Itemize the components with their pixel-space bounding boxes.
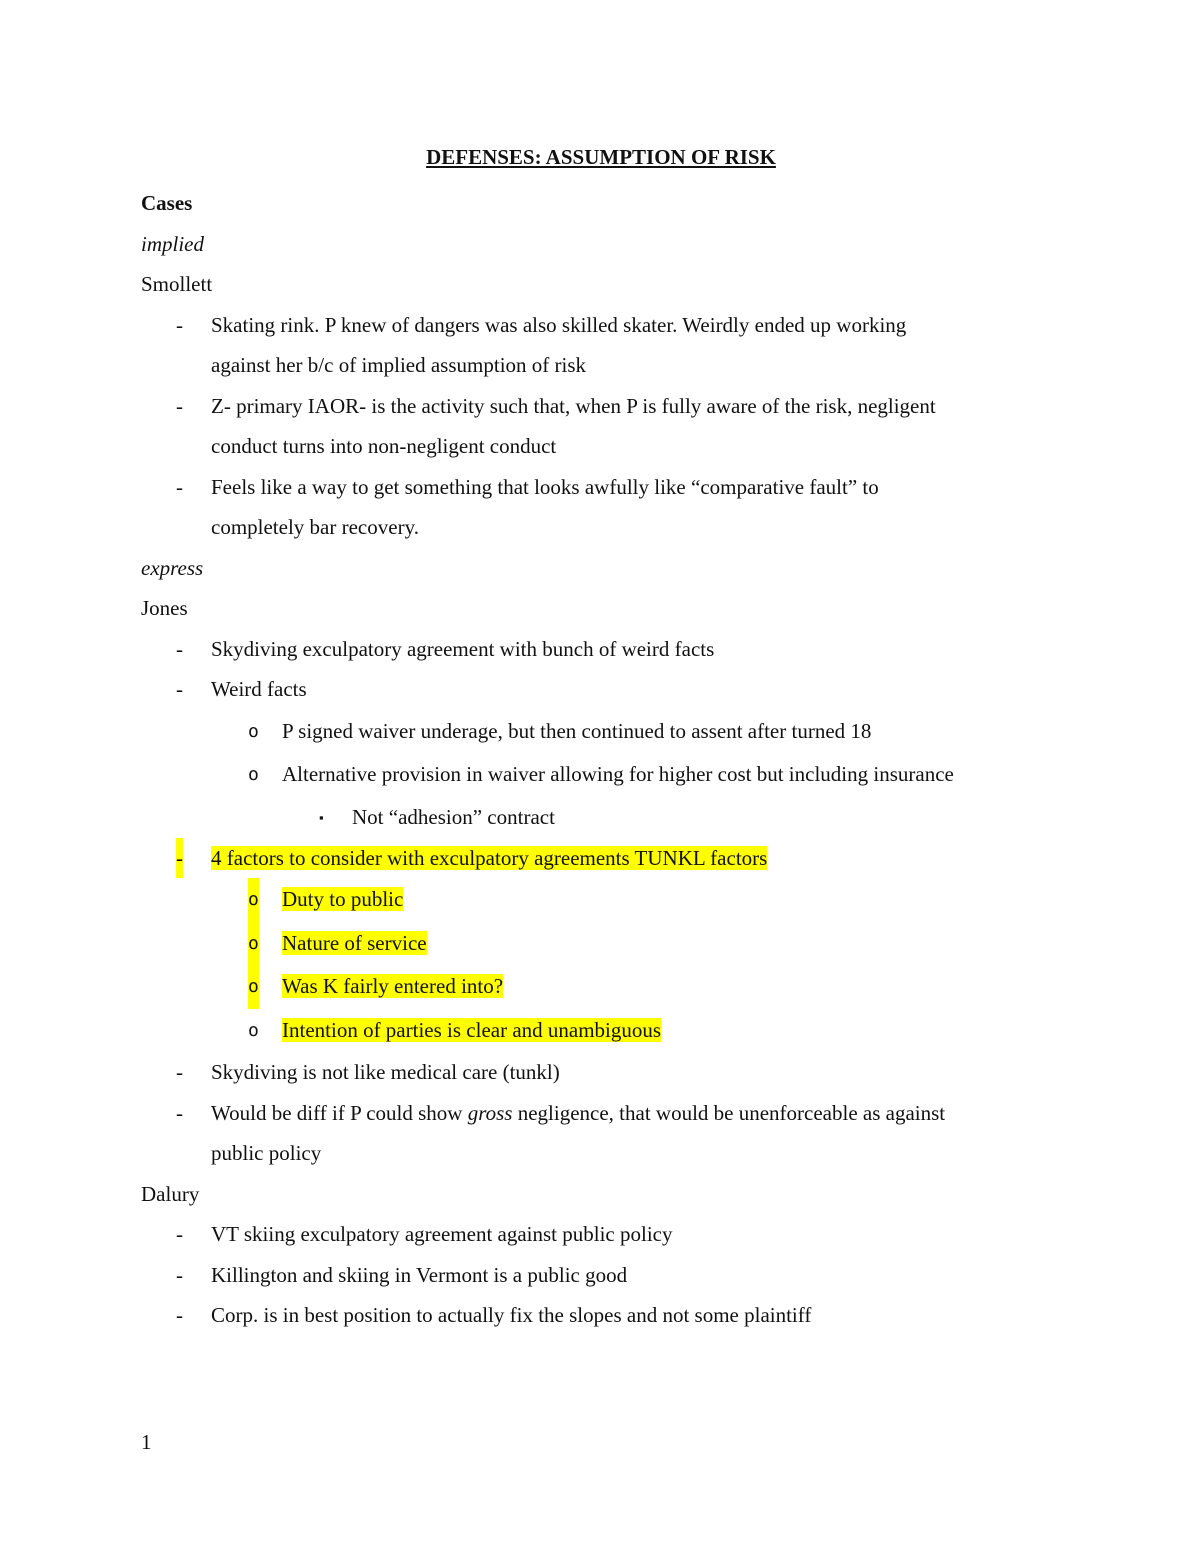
circle-marker: o (248, 965, 259, 1009)
text-run: negligence, that would be unenforceable as against (512, 1100, 946, 1125)
circle-marker: o (248, 1019, 259, 1041)
bullet-text: Killington and skiing in Vermont is a public good (211, 1262, 628, 1287)
sub-bullet-text: Alternative provision in waiver allowing for higher cost but including insurance (282, 762, 954, 786)
list-item (141, 1093, 1061, 1174)
highlighted-text: 4 factors to consider with exculpatory agreements TUNKL factors (211, 845, 768, 870)
case-name-jones: Jones (141, 596, 188, 620)
dash-marker: - (176, 474, 183, 499)
bullet-text: Weird facts (211, 677, 307, 701)
emphasis-text: gross (467, 1100, 513, 1125)
sub-list-item-highlighted (141, 965, 1061, 1009)
list-item (141, 386, 1061, 467)
section-heading: Cases (141, 191, 193, 215)
document-title: DEFENSES: ASSUMPTION OF RISK (426, 145, 776, 169)
dash-marker: - (176, 838, 183, 879)
list-item (141, 1214, 1061, 1255)
highlighted-text: Intention of parties is clear and unambiguous (282, 1017, 662, 1042)
bullet-text: Z- primary IAOR- is the activity such that, when P is fully aware of the risk, negligent (211, 393, 936, 418)
dash-marker: - (176, 1262, 183, 1287)
page-number: 1 (141, 1430, 152, 1454)
sub-sub-bullet-text: Not “adhesion” contract (352, 804, 555, 829)
dash-marker: - (176, 1222, 183, 1246)
bullet-text: Skating rink. P knew of dangers was also skilled skater. Weirdly ended up working (211, 312, 907, 337)
list-item (141, 1295, 1061, 1336)
list-item (141, 305, 1061, 386)
subheading-implied: implied (141, 231, 204, 256)
circle-marker: o (248, 764, 259, 785)
highlighted-text: Was K fairly entered into? (282, 974, 504, 998)
sub-list-item (141, 753, 1061, 797)
sub-list-item-highlighted (141, 1009, 1061, 1053)
bullet-text: Skydiving exculpatory agreement with bunch of weird facts (211, 636, 715, 661)
square-bullet-icon: ▪ (319, 809, 324, 825)
dash-marker: - (176, 393, 183, 418)
list-item (141, 1255, 1061, 1296)
highlighted-text: Nature of service (282, 930, 427, 955)
bullet-text: Skydiving is not like medical care (tunkl) (211, 1060, 560, 1084)
text-run: Would be diff if P could show (211, 1100, 468, 1125)
dash-marker: - (176, 636, 183, 661)
bullet-text: VT skiing exculpatory agreement against public policy (211, 1222, 673, 1246)
circle-marker: o (248, 922, 259, 966)
dash-marker: - (176, 1060, 183, 1084)
list-item (141, 467, 1061, 548)
highlighted-text: Duty to public (282, 887, 404, 911)
circle-marker: o (248, 720, 259, 742)
dash-marker: - (176, 312, 183, 337)
bullet-text: against her b/c of implied assumption of risk (211, 353, 587, 377)
sub-sub-list-item (141, 797, 1061, 838)
case-name-smollett: Smollett (141, 272, 213, 296)
sub-bullet-text: P signed waiver underage, but then continued to assent after turned 18 (282, 718, 872, 743)
dash-marker: - (176, 1303, 183, 1327)
list-item (141, 1052, 1061, 1093)
list-item (141, 629, 1061, 670)
list-item-highlighted (141, 838, 1061, 879)
document-body (141, 143, 1061, 1336)
circle-marker: o (248, 878, 259, 922)
bullet-text: public policy (211, 1141, 322, 1165)
sub-list-item (141, 710, 1061, 754)
dash-marker: - (176, 1100, 183, 1125)
list-item (141, 669, 1061, 710)
sub-list-item-highlighted (141, 878, 1061, 922)
bullet-text: Corp. is in best position to actually fix the slopes and not some plaintiff (211, 1303, 812, 1327)
subheading-express: express (141, 555, 204, 580)
bullet-text: completely bar recovery. (211, 515, 419, 539)
sub-list-item-highlighted (141, 922, 1061, 966)
case-name-dalury: Dalury (141, 1181, 200, 1206)
bullet-text: Feels like a way to get something that looks awfully like “comparative fault” to (211, 474, 879, 499)
dash-marker: - (176, 677, 183, 701)
bullet-text (211, 1093, 1061, 1134)
bullet-text: conduct turns into non-negligent conduct (211, 434, 557, 458)
